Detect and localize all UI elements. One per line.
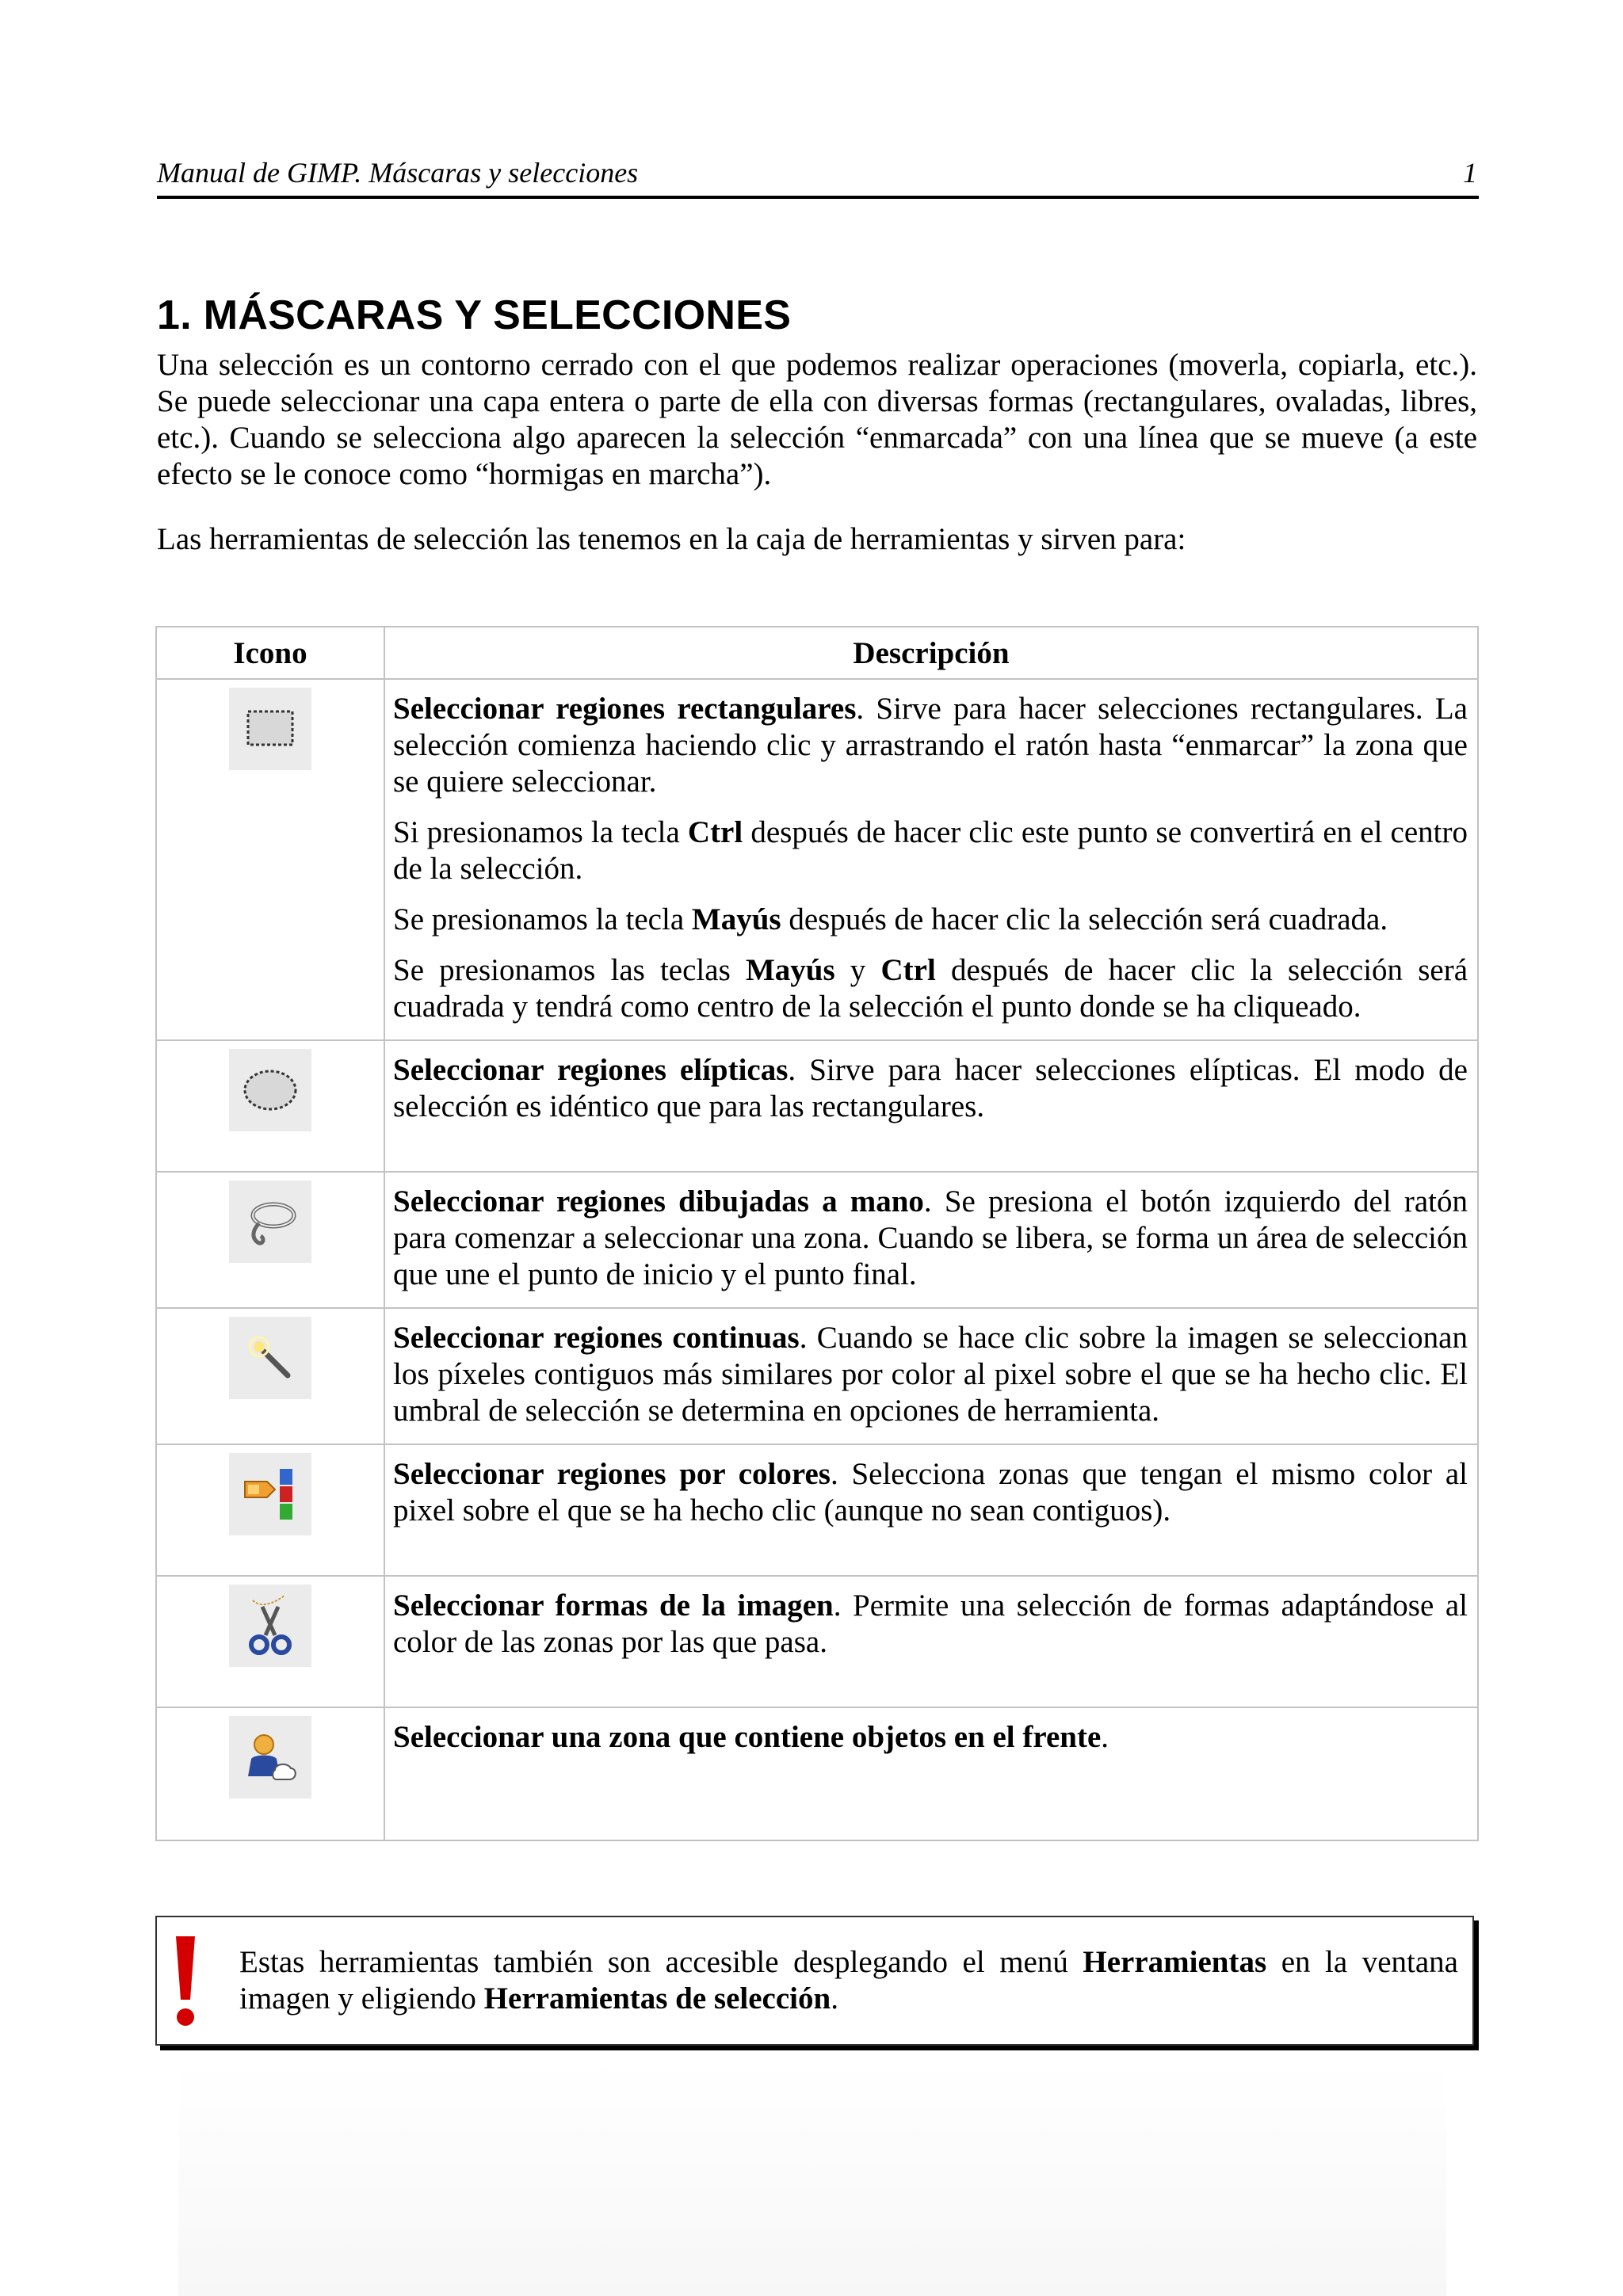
ellipse-select-icon xyxy=(229,1049,311,1131)
table-row xyxy=(156,1444,1478,1576)
description-paragraph: Seleccionar regiones continuas. Cuando se hace clic sobre la imagen se seleccionan los píxeles contiguos más similares por color al pixel sobre el que se ha hecho clic. El umbral de selección se determina en opciones de herramienta. xyxy=(393,1321,1468,1428)
table-row xyxy=(156,1576,1478,1707)
magic-wand-icon xyxy=(229,1317,311,1399)
tool-name: Seleccionar formas de la imagen xyxy=(393,1589,834,1623)
tool-name: Seleccionar regiones continuas xyxy=(393,1321,800,1355)
header-rule xyxy=(157,196,1479,199)
foreground-select-icon xyxy=(229,1716,311,1798)
description-paragraph: Seleccionar formas de la imagen. Permite una selección de formas adaptándose al color de las zonas por las que pasa. xyxy=(393,1589,1468,1659)
intro-paragraph-2: Las herramientas de selección las tenemos en la caja de herramientas y sirven para: xyxy=(157,522,1186,556)
description-paragraph: Se presionamos las teclas Mayús y Ctrl después de hacer clic la selección será cuadrada y tendrá como centro de la selección el punto donde se ha cliqueado. xyxy=(393,953,1468,1024)
scissors-select-icon xyxy=(229,1585,311,1667)
page-shadow-area xyxy=(178,2060,1446,2296)
column-header-description: Descripción xyxy=(384,627,1478,679)
table-row xyxy=(156,1308,1478,1444)
description-paragraph: Si presionamos la tecla Ctrl después de hacer clic este punto se convertirá en el centro de la selección. xyxy=(393,815,1468,886)
tool-name: Seleccionar una zona que contiene objetos en el frente xyxy=(393,1720,1102,1754)
tools-table xyxy=(155,626,1479,1841)
header-title: Manual de GIMP. Máscaras y selecciones xyxy=(157,157,639,189)
description-paragraph: Seleccionar regiones por colores. Selecciona zonas que tengan el mismo color al pixel sobre el que se ha hecho clic (aunque no sean contiguos). xyxy=(393,1457,1468,1527)
tool-name: Seleccionar regiones dibujadas a mano xyxy=(393,1184,924,1219)
table-row xyxy=(156,679,1478,1040)
note-text: Estas herramientas también son accesible desplegando el menú Herramientas en la ventana imagen y eligiendo Herramientas de selección. xyxy=(239,1945,1458,2016)
header-page-number: 1 xyxy=(1463,157,1477,189)
intro-paragraph: Una selección es un contorno cerrado con el que podemos realizar operaciones (moverla, copiarla, etc.). Se puede seleccionar una capa entera o parte de ella con diversas formas (rectangulares, ovaladas, libres, etc.). Cuando se selecciona algo aparecen la selección “enmarcada” con una línea que se mueve (a este efecto se le conoce como “hormigas en marcha”). xyxy=(157,348,1477,491)
tool-name: Seleccionar regiones por colores xyxy=(393,1457,831,1491)
description-paragraph: Se presionamos la tecla Mayús después de hacer clic la selección será cuadrada. xyxy=(393,902,1388,936)
description-paragraph: Seleccionar regiones elípticas. Sirve para hacer selecciones elípticas. El modo de selección es idéntico que para las rectangulares. xyxy=(393,1053,1468,1123)
description-paragraph: Seleccionar regiones dibujadas a mano. Se presiona el botón izquierdo del ratón para comenzar a seleccionar una zona. Cuando se libera, se forma un área de selección que une el punto de inicio y el punto final. xyxy=(393,1184,1468,1291)
tool-name: Seleccionar regiones rectangulares xyxy=(393,692,857,726)
select-by-color-icon xyxy=(229,1453,311,1535)
tool-name: Seleccionar regiones elípticas xyxy=(393,1053,789,1087)
section-title: 1. MÁSCARAS Y SELECCIONES xyxy=(157,292,792,338)
table-row xyxy=(156,1707,1478,1840)
exclamation-icon xyxy=(170,1933,201,2035)
rect-select-icon xyxy=(229,688,311,770)
column-header-icon: Icono xyxy=(156,627,384,679)
description-paragraph: Seleccionar una zona que contiene objetos en el frente. xyxy=(393,1720,1109,1754)
note-box xyxy=(155,1916,1474,2046)
table-row xyxy=(156,1040,1478,1172)
table-row xyxy=(156,1172,1478,1308)
page-header xyxy=(157,155,1477,190)
description-paragraph: Seleccionar regiones rectangulares. Sirve para hacer selecciones rectangulares. La selección comienza haciendo clic y arrastrando el ratón hasta “enmarcar” la zona que se quiere seleccionar. xyxy=(393,692,1468,799)
lasso-select-icon xyxy=(229,1180,311,1263)
table-header-row xyxy=(156,627,1478,679)
